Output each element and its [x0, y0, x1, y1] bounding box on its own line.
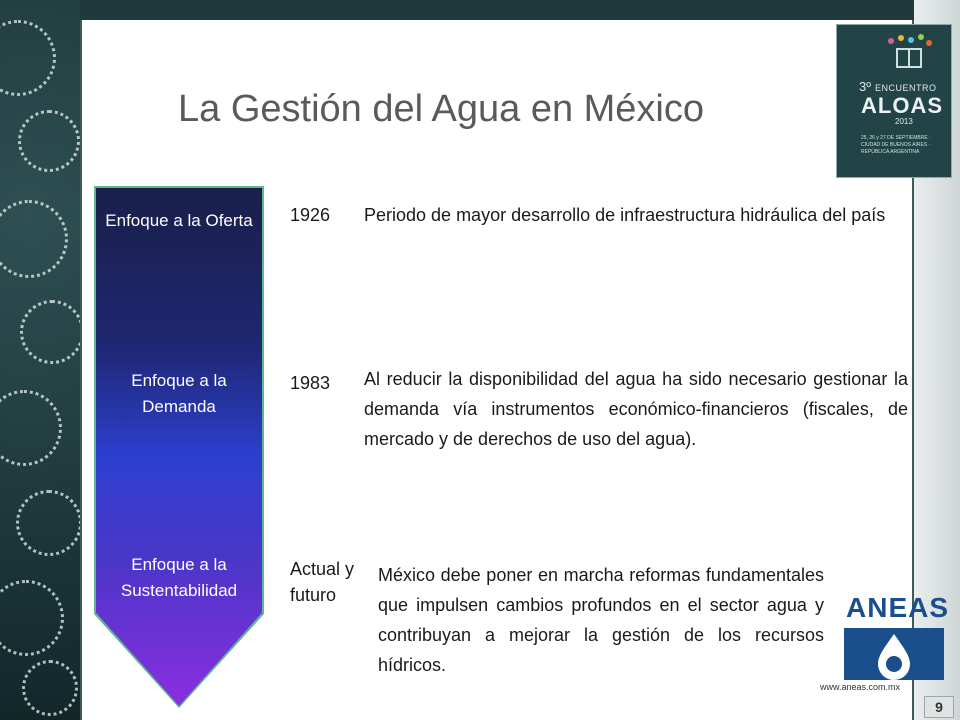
water-drop-icon [844, 628, 944, 680]
top-band [0, 0, 960, 20]
stage-label-sustentabilidad: Enfoque a la Sustentabilidad [120, 555, 238, 600]
figures-icon [883, 33, 935, 71]
aneas-logo [818, 592, 948, 702]
description-sustentabilidad: México debe poner en marcha reformas fundamentales que impulsen cambios profundos en el sector agua y contribuyan a mejorar la gestión de los recursos hídricos. [378, 565, 824, 675]
description-demanda: Al reducir la disponibilidad del agua ha sido necesario gestionar la demanda vía instrumentos económico-financieros (fiscales, de mercado y de derechos de uso del agua). [364, 369, 908, 449]
deco-circle [0, 20, 56, 96]
deco-circle [0, 580, 64, 656]
year-actual: Actual y futuro [290, 559, 355, 605]
left-decoration [0, 0, 80, 720]
logo-line2: ALOAS [861, 93, 943, 118]
aneas-url: www.aneas.com.mx [820, 682, 901, 692]
stages-arrow [96, 188, 262, 706]
year-1926: 1926 [290, 205, 331, 225]
aloas-logo [836, 24, 952, 178]
stage-label-oferta: Enfoque a la Oferta [105, 211, 253, 230]
page-number: 9 [924, 696, 954, 718]
deco-circle [18, 110, 80, 172]
deco-circle [22, 660, 78, 716]
arrow-fill [96, 188, 262, 706]
year-1983: 1983 [290, 373, 331, 393]
logo-year: 2013 [895, 117, 913, 126]
stage-label-demanda: Enfoque a la Demanda [131, 371, 227, 416]
deco-circle [20, 300, 80, 364]
deco-circle [0, 390, 62, 466]
deco-circle [0, 200, 68, 278]
page-title: La Gestión del Agua en México [178, 88, 705, 130]
deco-circle [16, 490, 80, 556]
logo-number: 3º [859, 79, 871, 94]
logo-line1: ENCUENTRO [875, 83, 937, 93]
description-oferta: Periodo de mayor desarrollo de infraestructura hidráulica del país [364, 205, 886, 225]
logo-details: 25, 26 y 27 DE SEPTIEMBRE · CIUDAD DE BUENOS AIRES · REPÚBLICA ARGENTINA [861, 135, 931, 155]
aneas-brand: ANEAS [846, 592, 950, 623]
